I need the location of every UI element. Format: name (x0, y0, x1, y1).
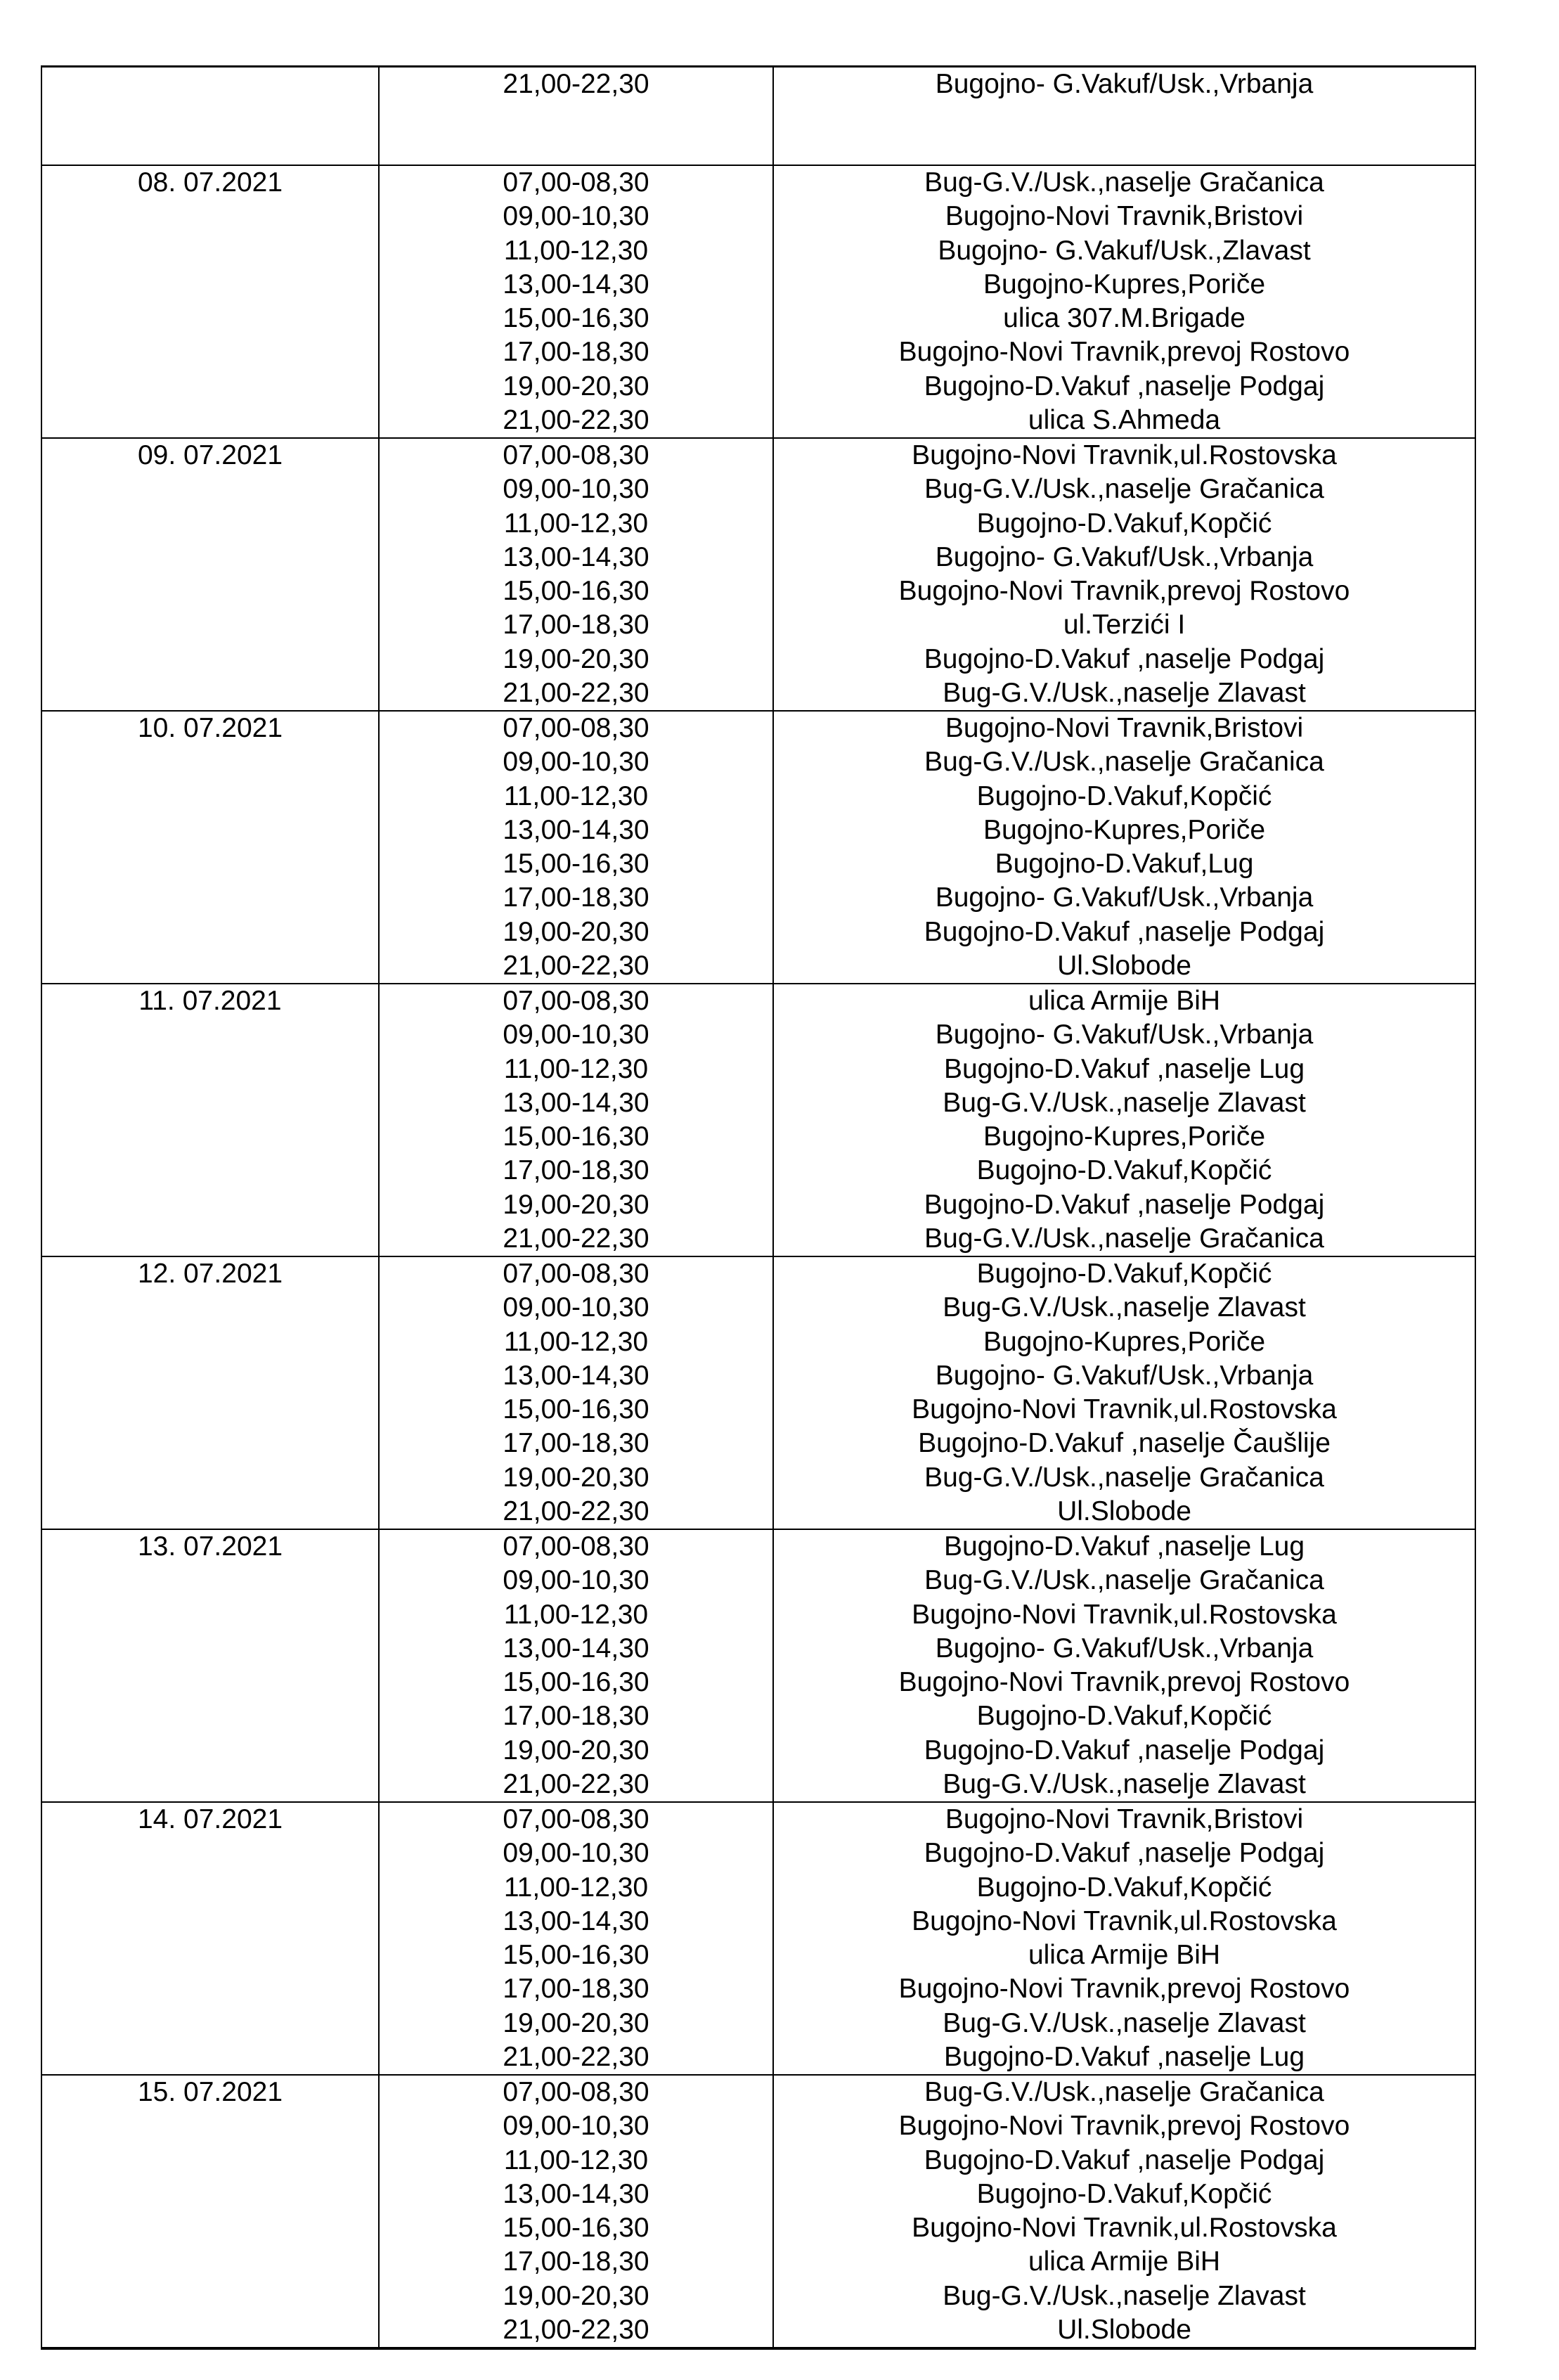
time-slot: 17,00-18,30 (503, 882, 649, 913)
route-label: Bugojno- G.Vakuf/Usk.,Vrbanja (935, 69, 1314, 99)
time-slot: 19,00-20,30 (503, 1189, 649, 1220)
time-slot: 07,00-08,30 (503, 440, 649, 470)
route-label: Bug-G.V./Usk.,naselje Gračanica (924, 1462, 1324, 1493)
route-label: Bugojno-Novi Travnik,prevoj Rostovo (898, 576, 1350, 606)
route-label: ul.Terzići I (1063, 610, 1186, 641)
time-slot: 11,00-12,30 (503, 1872, 649, 1903)
time-slot: 19,00-20,30 (503, 2007, 649, 2038)
time-slot: 15,00-16,30 (503, 2213, 649, 2243)
time-slot: 21,00-22,30 (503, 1223, 649, 1254)
time-slot: 21,00-22,30 (503, 2041, 649, 2072)
time-slot: 07,00-08,30 (503, 1531, 649, 1562)
time-slot: 15,00-16,30 (503, 849, 649, 879)
route-label: Bugojno-Novi Travnik,prevoj Rostovo (898, 1974, 1350, 2005)
date-label: 15. 07.2021 (137, 2077, 283, 2107)
route-label: Bugojno- G.Vakuf/Usk.,Vrbanja (935, 1633, 1314, 1664)
route-label: Bugojno-Novi Travnik,Bristovi (945, 201, 1304, 232)
route-label: Ul.Slobode (1057, 950, 1191, 981)
time-slot: 21,00-22,30 (503, 950, 649, 981)
route-label: Bugojno-D.Vakuf,Kopčić (976, 1701, 1272, 1732)
date-cell (41, 1256, 379, 1529)
schedule-row-day (41, 1529, 1475, 1802)
route-label: Bugojno-Novi Travnik,prevoj Rostovo (898, 2111, 1350, 2142)
time-slot: 21,00-22,30 (503, 404, 649, 435)
route-label: Bugojno-Novi Travnik,ul.Rostovska (912, 2213, 1337, 2243)
time-slot: 21,00-22,30 (503, 1768, 649, 1799)
time-slot: 21,00-22,30 (503, 1495, 649, 1526)
time-slot: 11,00-12,30 (503, 1053, 649, 1084)
time-slot: 15,00-16,30 (503, 576, 649, 606)
time-slot: 09,00-10,30 (503, 1565, 649, 1596)
date-cell (41, 711, 379, 984)
time-slot: 07,00-08,30 (503, 1259, 649, 1289)
time-slot: 15,00-16,30 (503, 303, 649, 333)
route-label: Bugojno-Novi Travnik,ul.Rostovska (912, 1905, 1337, 1936)
route-label: Bugojno-D.Vakuf ,naselje Podgaj (924, 916, 1325, 947)
date-label: 14. 07.2021 (137, 1804, 283, 1834)
route-cell (773, 1802, 1475, 2075)
route-label: Bug-G.V./Usk.,naselje Zlavast (943, 2007, 1306, 2038)
date-label (42, 67, 378, 101)
schedule-row-day (41, 1802, 1475, 2075)
route-label: Bugojno- G.Vakuf/Usk.,Vrbanja (935, 1019, 1314, 1050)
route-label: Bug-G.V./Usk.,naselje Gračanica (924, 1565, 1324, 1596)
route-label: Bugojno-D.Vakuf,Kopčić (976, 1259, 1272, 1289)
route-label: Bugojno-Novi Travnik,prevoj Rostovo (898, 1667, 1350, 1697)
time-slot: 11,00-12,30 (503, 1326, 649, 1357)
date-label: 08. 07.2021 (137, 167, 283, 198)
schedule-row-day (41, 2075, 1475, 2348)
route-label: Bugojno-D.Vakuf,Kopčić (976, 780, 1272, 811)
route-cell (773, 711, 1475, 984)
route-cell (773, 1529, 1475, 1802)
time-slot: 21,00-22,30 (503, 677, 649, 708)
time-cell (379, 67, 773, 166)
date-cell (41, 165, 379, 438)
time-slot: 17,00-18,30 (503, 337, 649, 368)
route-cell (773, 984, 1475, 1256)
route-label: Bug-G.V./Usk.,naselje Gračanica (924, 747, 1324, 778)
route-label: ulica 307.M.Brigade (1003, 303, 1246, 333)
route-label: Bugojno-Novi Travnik,ul.Rostovska (912, 1599, 1337, 1630)
route-label: Bug-G.V./Usk.,naselje Zlavast (943, 1087, 1306, 1118)
time-slot: 15,00-16,30 (503, 1940, 649, 1970)
time-cell (379, 165, 773, 438)
time-slot: 07,00-08,30 (503, 986, 649, 1016)
time-cell (379, 1802, 773, 2075)
time-slot: 19,00-20,30 (503, 916, 649, 947)
schedule-row-day (41, 711, 1475, 984)
schedule-row-continuation (41, 67, 1475, 166)
route-label: Bugojno-D.Vakuf ,naselje Podgaj (924, 1838, 1325, 1869)
time-slot: 19,00-20,30 (503, 371, 649, 401)
route-label: Bug-G.V./Usk.,naselje Gračanica (924, 2077, 1324, 2107)
schedule-row-day (41, 165, 1475, 438)
time-cell (379, 711, 773, 984)
time-slot: 09,00-10,30 (503, 747, 649, 778)
route-label: Bugojno-D.Vakuf,Kopčić (976, 1155, 1272, 1186)
date-label: 11. 07.2021 (138, 986, 282, 1016)
schedule-table (41, 65, 1476, 2350)
date-cell (41, 1802, 379, 2075)
time-slot: 13,00-14,30 (503, 1360, 649, 1391)
route-label: Bugojno- G.Vakuf/Usk.,Zlavast (938, 235, 1311, 266)
time-cell (379, 984, 773, 1256)
time-slot: 13,00-14,30 (503, 541, 649, 572)
route-label: Ul.Slobode (1057, 1495, 1191, 1526)
time-slot: 19,00-20,30 (503, 643, 649, 674)
date-cell (41, 67, 379, 166)
time-slot: 17,00-18,30 (503, 1701, 649, 1732)
schedule-row-day (41, 1256, 1475, 1529)
route-label: Bugojno-D.Vakuf ,naselje Podgaj (924, 643, 1325, 674)
route-label: Bugojno-D.Vakuf,Kopčić (976, 2178, 1272, 2209)
time-slot: 13,00-14,30 (503, 1905, 649, 1936)
route-label: Bugojno-Kupres,Poriče (983, 269, 1266, 300)
time-slot: 13,00-14,30 (503, 1087, 649, 1118)
time-slot: 09,00-10,30 (503, 2111, 649, 2142)
route-label: Bug-G.V./Usk.,naselje Gračanica (924, 474, 1324, 505)
route-label: Bug-G.V./Usk.,naselje Gračanica (924, 1223, 1324, 1254)
route-label: Bug-G.V./Usk.,naselje Zlavast (943, 677, 1306, 708)
schedule-row-day (41, 984, 1475, 1256)
date-cell (41, 2075, 379, 2348)
time-slot: 09,00-10,30 (503, 1019, 649, 1050)
route-label: Bugojno-Novi Travnik,Bristovi (945, 713, 1304, 743)
time-slot: 15,00-16,30 (503, 1394, 649, 1424)
route-cell (773, 438, 1475, 711)
date-cell (41, 438, 379, 711)
route-label: Bug-G.V./Usk.,naselje Gračanica (924, 167, 1324, 198)
route-label: ulica S.Ahmeda (1028, 404, 1221, 435)
time-slot: 13,00-14,30 (503, 2178, 649, 2209)
time-cell (379, 1529, 773, 1802)
route-label: Bugojno-D.Vakuf ,naselje Lug (943, 1053, 1305, 1084)
route-cell (773, 1256, 1475, 1529)
time-slot: 13,00-14,30 (503, 1633, 649, 1664)
route-label: Bug-G.V./Usk.,naselje Zlavast (943, 1768, 1306, 1799)
route-label: Bugojno-Kupres,Poriče (983, 1326, 1266, 1357)
route-label: Bug-G.V./Usk.,naselje Zlavast (943, 1292, 1306, 1323)
time-slot: 11,00-12,30 (503, 235, 649, 266)
route-cell (773, 2075, 1475, 2348)
route-label: Bugojno-D.Vakuf ,naselje Čaušlije (918, 1428, 1331, 1459)
time-slot: 17,00-18,30 (503, 1428, 649, 1459)
route-label: ulica Armije BiH (1028, 1940, 1221, 1970)
time-slot: 07,00-08,30 (503, 2077, 649, 2107)
time-slot: 21,00-22,30 (503, 2314, 649, 2345)
route-cell (773, 165, 1475, 438)
time-slot: 19,00-20,30 (503, 1735, 649, 1765)
route-label: Bugojno-Novi Travnik,ul.Rostovska (912, 1394, 1337, 1424)
time-slot: 09,00-10,30 (503, 1292, 649, 1323)
route-label: Bug-G.V./Usk.,naselje Zlavast (943, 2280, 1306, 2311)
date-cell (41, 1529, 379, 1802)
time-slot: 21,00-22,30 (503, 69, 649, 99)
route-label: ulica Armije BiH (1028, 986, 1221, 1016)
date-label: 09. 07.2021 (137, 440, 283, 470)
route-label: Bugojno-Novi Travnik,ul.Rostovska (912, 440, 1337, 470)
time-slot: 07,00-08,30 (503, 713, 649, 743)
time-cell (379, 2075, 773, 2348)
route-label: Bugojno-D.Vakuf ,naselje Podgaj (924, 1735, 1325, 1765)
time-slot: 09,00-10,30 (503, 1838, 649, 1869)
time-slot: 19,00-20,30 (503, 1462, 649, 1493)
time-slot: 17,00-18,30 (503, 1974, 649, 2005)
route-label: Bugojno-D.Vakuf ,naselje Podgaj (924, 1189, 1325, 1220)
time-slot: 17,00-18,30 (503, 2246, 649, 2277)
schedule-body (41, 67, 1475, 2349)
route-label: Bugojno- G.Vakuf/Usk.,Vrbanja (935, 1360, 1314, 1391)
route-label: Bugojno-Kupres,Poriče (983, 1121, 1266, 1152)
route-label: Bugojno- G.Vakuf/Usk.,Vrbanja (935, 541, 1314, 572)
date-label: 10. 07.2021 (137, 713, 283, 743)
route-label: Bugojno-D.Vakuf ,naselje Lug (943, 1531, 1305, 1562)
route-label: Bugojno-D.Vakuf ,naselje Podgaj (924, 371, 1325, 401)
route-label: Ul.Slobode (1057, 2314, 1191, 2345)
route-label: Bugojno-D.Vakuf,Lug (995, 849, 1254, 879)
time-slot: 11,00-12,30 (503, 780, 649, 811)
time-slot: 09,00-10,30 (503, 474, 649, 505)
time-slot: 07,00-08,30 (503, 167, 649, 198)
time-slot: 11,00-12,30 (503, 1599, 649, 1630)
route-label: Bugojno-D.Vakuf,Kopčić (976, 1872, 1272, 1903)
route-cell (773, 67, 1475, 166)
time-slot: 15,00-16,30 (503, 1667, 649, 1697)
time-slot: 17,00-18,30 (503, 1155, 649, 1186)
time-slot: 13,00-14,30 (503, 814, 649, 845)
time-cell (379, 1256, 773, 1529)
route-label: ulica Armije BiH (1028, 2246, 1221, 2277)
route-label: Bugojno-Kupres,Poriče (983, 814, 1266, 845)
time-slot: 19,00-20,30 (503, 2280, 649, 2311)
route-label: Bugojno-D.Vakuf ,naselje Lug (943, 2041, 1305, 2072)
time-slot: 15,00-16,30 (503, 1121, 649, 1152)
time-slot: 07,00-08,30 (503, 1804, 649, 1834)
route-label: Bugojno-D.Vakuf,Kopčić (976, 508, 1272, 539)
time-slot: 09,00-10,30 (503, 201, 649, 232)
time-slot: 11,00-12,30 (503, 2144, 649, 2175)
route-label: Bugojno-D.Vakuf ,naselje Podgaj (924, 2144, 1325, 2175)
time-slot: 13,00-14,30 (503, 269, 649, 300)
route-label: Bugojno-Novi Travnik,Bristovi (945, 1804, 1304, 1834)
date-cell (41, 984, 379, 1256)
date-label: 13. 07.2021 (137, 1531, 283, 1562)
time-cell (379, 438, 773, 711)
route-label: Bugojno- G.Vakuf/Usk.,Vrbanja (935, 882, 1314, 913)
route-label: Bugojno-Novi Travnik,prevoj Rostovo (898, 337, 1350, 368)
date-label: 12. 07.2021 (137, 1259, 283, 1289)
time-slot: 11,00-12,30 (503, 508, 649, 539)
time-slot: 17,00-18,30 (503, 610, 649, 641)
schedule-row-day (41, 438, 1475, 711)
